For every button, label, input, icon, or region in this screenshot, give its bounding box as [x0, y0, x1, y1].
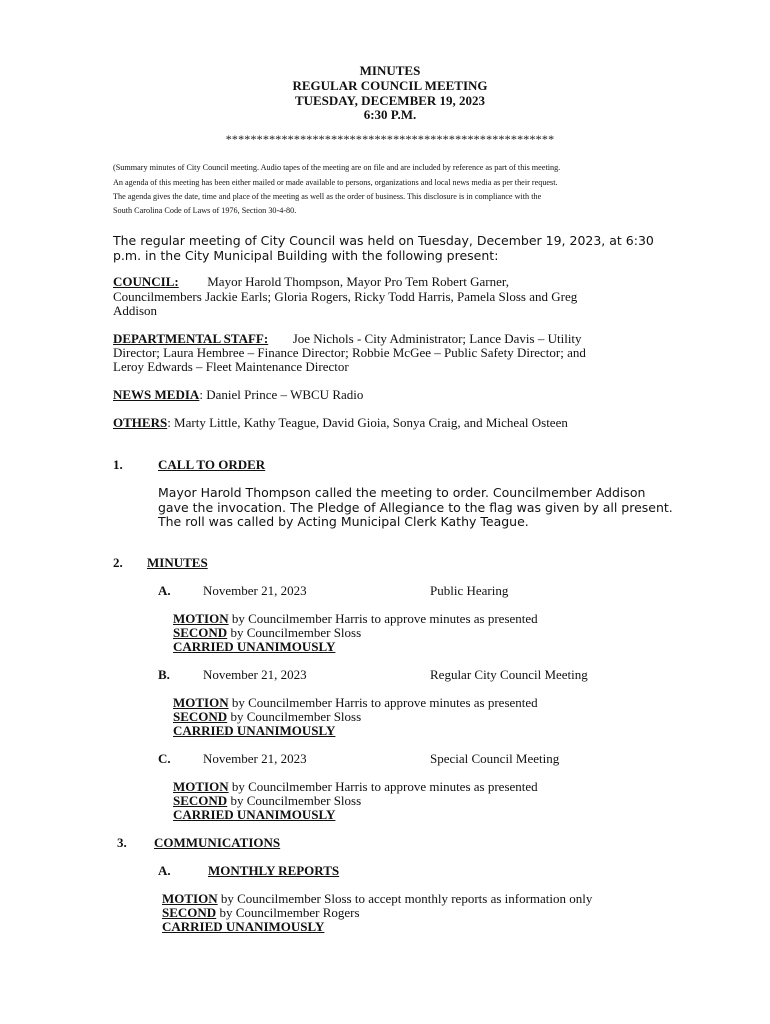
motion-text: by Councilmember Harris to approve minutes as presented: [228, 611, 538, 626]
item-date: November 21, 2023: [203, 751, 307, 766]
staff-line: Leroy Edwards – Fleet Maintenance Director: [113, 359, 349, 374]
council-line: Councilmembers Jackie Earls; Gloria Rogers, Ricky Todd Harris, Pamela Sloss and Greg: [113, 289, 578, 304]
council-line: Addison: [113, 303, 158, 318]
intro-line: p.m. in the City Municipal Building with the following present:: [113, 248, 499, 263]
motion-label: MOTION: [173, 695, 229, 710]
motion-text: by Councilmember Harris to approve minutes as presented: [228, 779, 538, 794]
second-label: SECOND: [162, 905, 217, 920]
title-time: 6:30 P.M.: [363, 107, 417, 122]
item-date: November 21, 2023: [203, 667, 307, 682]
section-number: 3.: [117, 835, 127, 850]
staff-label: DEPARTMENTAL STAFF:: [113, 331, 269, 346]
call-to-order-line: gave the invocation. The Pledge of Allegiance to the flag was given by all present.: [158, 500, 673, 515]
item-letter: A.: [158, 863, 171, 878]
second-text: by Councilmember Sloss: [227, 709, 362, 724]
carried-label: CARRIED UNANIMOUSLY: [162, 919, 325, 934]
summary-line: The agenda gives the date, time and place of the meeting as well as the order of business. This disclosure is in compliance with the: [113, 192, 542, 201]
second-label: SECOND: [173, 625, 228, 640]
call-to-order-line: The roll was called by Acting Municipal Clerk Kathy Teague.: [158, 514, 529, 529]
motion-label: MOTION: [162, 891, 218, 906]
council-paragraph: [113, 274, 509, 290]
carried-label: CARRIED UNANIMOUSLY: [173, 639, 336, 654]
item-type: Special Council Meeting: [430, 751, 560, 766]
second-label: SECOND: [173, 793, 228, 808]
second-text: by Councilmember Sloss: [227, 625, 362, 640]
title-meeting-type: REGULAR COUNCIL MEETING: [292, 78, 488, 93]
others-text: : Marty Little, Kathy Teague, David Gioia, Sonya Craig, and Micheal Osteen: [167, 415, 568, 430]
second-text: by Councilmember Sloss: [227, 793, 362, 808]
intro-line: The regular meeting of City Council was held on Tuesday, December 19, 2023, at 6:30: [113, 233, 654, 248]
summary-line: (Summary minutes of City Council meeting. Audio tapes of the meeting are on file and are included by reference as part of this meeting.: [113, 163, 561, 172]
motion-label: MOTION: [173, 611, 229, 626]
subsection-title-monthly-reports: MONTHLY REPORTS: [208, 863, 340, 878]
others-label: OTHERS: [113, 415, 168, 430]
carried-label: CARRIED UNANIMOUSLY: [173, 723, 336, 738]
carried-label: CARRIED UNANIMOUSLY: [173, 807, 336, 822]
news-media-line: [113, 387, 363, 403]
call-to-order-line: Mayor Harold Thompson called the meeting to order. Councilmember Addison: [158, 485, 646, 500]
second-label: SECOND: [173, 709, 228, 724]
staff-line: Joe Nichols - City Administrator; Lance Davis – Utility: [292, 331, 582, 346]
summary-line: An agenda of this meeting has been either mailed or made available to persons, organizations and local news media as per their request.: [113, 178, 558, 187]
summary-line: South Carolina Code of Laws of 1976, Section 30-4-80.: [113, 206, 297, 215]
motion-text: by Councilmember Harris to approve minutes as presented: [228, 695, 538, 710]
title-minutes: MINUTES: [359, 63, 421, 78]
item-letter: A.: [158, 583, 171, 598]
second-text: by Councilmember Rogers: [216, 905, 360, 920]
staff-line: Director; Laura Hembree – Finance Director; Robbie McGee – Public Safety Director; and: [113, 345, 586, 360]
motion-text: by Councilmember Sloss to accept monthly reports as information only: [217, 891, 593, 906]
item-letter: C.: [158, 751, 171, 766]
others-line: [113, 415, 568, 431]
news-media-label: NEWS MEDIA: [113, 387, 200, 402]
section-title-call-to-order: CALL TO ORDER: [158, 457, 266, 472]
council-line: Mayor Harold Thompson, Mayor Pro Tem Robert Garner,: [207, 274, 509, 289]
item-date: November 21, 2023: [203, 583, 307, 598]
news-media-text: : Daniel Prince – WBCU Radio: [199, 387, 364, 402]
section-title-communications: COMMUNICATIONS: [154, 835, 281, 850]
item-type: Public Hearing: [430, 583, 509, 598]
item-letter: B.: [158, 667, 170, 682]
item-type: Regular City Council Meeting: [430, 667, 588, 682]
motion-label: MOTION: [173, 779, 229, 794]
section-title-minutes: MINUTES: [147, 555, 208, 570]
section-number: 1.: [113, 457, 123, 472]
divider-stars: *****************************************************: [225, 132, 555, 146]
council-label: COUNCIL:: [113, 274, 179, 289]
section-number: 2.: [113, 555, 123, 570]
title-date: TUESDAY, DECEMBER 19, 2023: [294, 93, 486, 108]
